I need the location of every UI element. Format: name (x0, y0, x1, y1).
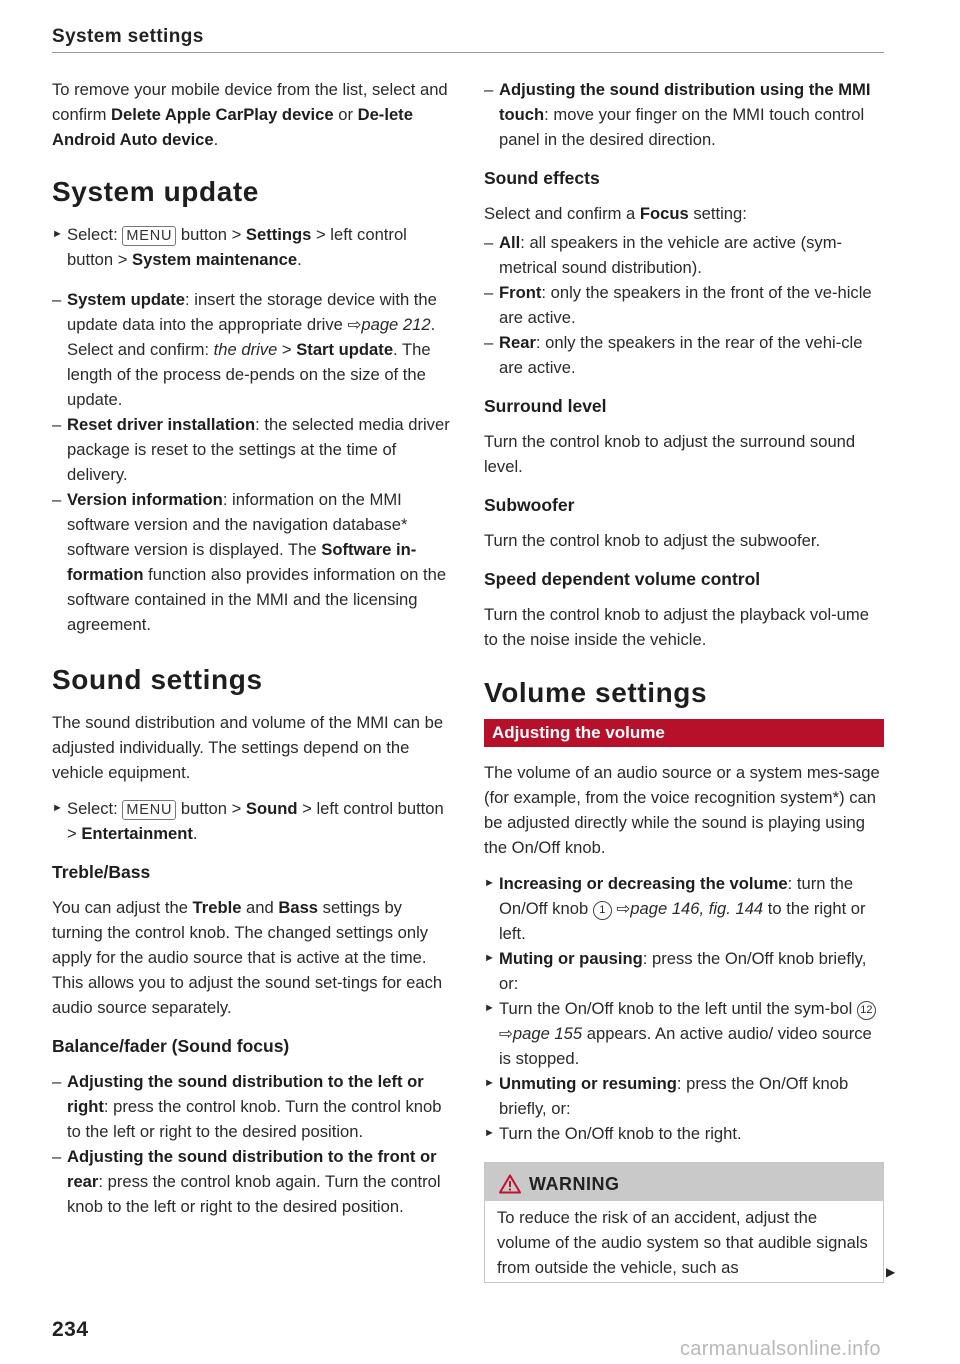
continue-arrow-icon: ▶ (886, 1265, 896, 1279)
list-item-reset-driver: – Reset driver installation: the selected media driver package is reset to the settings at the time of delivery. (52, 415, 450, 484)
volume-intro-paragraph: The volume of an audio source or a system mes-sage (for example, from the voice recognition system*) can be adjusted directly while the sound is playing using the On/Off knob. (484, 763, 880, 857)
menu-key-badge: MENU (122, 800, 176, 820)
list-item-turn-right: ► Turn the On/Off knob to the right. (484, 1121, 884, 1146)
system-update-step: ► Select: MENU button > Settings > left control button > System maintenance. (52, 222, 452, 272)
speed-volume-paragraph: Turn the control knob to adjust the playback vol-ume to the noise inside the vehicle. (484, 605, 869, 649)
surround-level-paragraph: Turn the control knob to adjust the surround sound level. (484, 432, 856, 476)
arrow-bullet-icon: ► (484, 1077, 495, 1089)
warning-header (485, 1163, 883, 1201)
warning-triangle-icon (499, 1174, 521, 1194)
subwoofer-paragraph: Turn the control knob to adjust the subwoofer. (484, 531, 821, 550)
page-reference[interactable]: ⇨page 155 (499, 1024, 583, 1043)
arrow-bullet-icon: ► (52, 802, 63, 814)
list-item-turn-left: ► Turn the On/Off knob to the left until the sym-bol 12 ⇨page 155 appears. An active audio/ video source is stopped. (484, 996, 884, 1071)
page-number: 234 (52, 1318, 89, 1341)
warning-box (484, 1162, 884, 1283)
treble-bass-heading: Treble/Bass (52, 862, 151, 882)
arrow-bullet-icon: ► (52, 228, 63, 240)
list-item-mute: ► Muting or pausing: press the On/Off knob briefly, or: (484, 946, 884, 996)
page-reference[interactable]: ⇨page 212 (347, 315, 431, 334)
list-item-left-right: – Adjusting the sound distribution to the left or right: press the control knob. Turn the control knob to the left or right to the desired position. (52, 1072, 442, 1141)
sound-settings-step: ► Select: MENU button > Sound > left control button > Entertainment. (52, 796, 452, 846)
right-column (484, 76, 884, 1283)
remove-device-paragraph: To remove your mobile device from the list, select and confirm Delete Apple CarPlay device or De-lete Android Auto device. (52, 80, 448, 149)
arrow-bullet-icon: ► (484, 952, 495, 964)
arrow-bullet-icon: ► (484, 877, 495, 889)
callout-number-icon: 12 (857, 1001, 876, 1020)
sound-settings-intro: The sound distribution and volume of the MMI can be adjusted individually. The settings depend on the vehicle equipment. (52, 713, 444, 782)
page-reference[interactable]: ⇨page 146, fig. 144 (611, 899, 764, 918)
list-item-version-info: – Version information: information on the MMI software version and the navigation database* software version is displayed. The Software in-formation function also provides information on the software contained in the MMI and the licensing agreement. (52, 490, 447, 634)
list-item-front-rear: – Adjusting the sound distribution to the front or rear: press the control knob again. Turn the control knob to the left or right to the desired position. (52, 1147, 441, 1216)
surround-level-heading: Surround level (484, 396, 607, 416)
list-item-rear: – Rear: only the speakers in the rear of the vehi-cle are active. (484, 333, 863, 377)
warning-title: WARNING (529, 1174, 620, 1194)
arrow-bullet-icon: ► (484, 1127, 495, 1139)
left-column (52, 76, 452, 1219)
running-header: System settings (52, 26, 204, 47)
volume-settings-heading: Volume settings (484, 677, 708, 708)
list-item-front: – Front: only the speakers in the front of the ve-hicle are active. (484, 283, 872, 327)
sound-settings-heading: Sound settings (52, 664, 263, 695)
sound-effects-paragraph: Select and confirm a Focus setting: (484, 204, 747, 223)
sound-effects-heading: Sound effects (484, 168, 600, 188)
list-item-mmi-touch: – Adjusting the sound distribution using the MMI touch: move your finger on the MMI touch control panel in the desired direction. (484, 80, 871, 149)
list-item-all: – All: all speakers in the vehicle are active (sym-metrical sound distribution). (484, 233, 843, 277)
adjusting-volume-bar: Adjusting the volume (484, 719, 884, 747)
warning-text: To reduce the risk of an accident, adjust the volume of the audio system so that audible signals from outside the vehicle, such as (497, 1208, 868, 1277)
list-item-unmute: ► Unmuting or resuming: press the On/Off knob briefly, or: (484, 1071, 884, 1121)
speed-volume-heading: Speed dependent volume control (484, 569, 761, 589)
callout-number-icon: 1 (593, 901, 612, 920)
list-item-system-update: – System update: insert the storage device with the update data into the appropriate drive ⇨page 212. Select and confirm: the drive > Start update. The length of the process de-pends on the size of the update. (52, 290, 437, 409)
treble-bass-paragraph: You can adjust the Treble and Bass settings by turning the control knob. The changed settings only apply for the audio source that is active at the time. This allows you to adjust the sound set-tings for each audio source separately. (52, 898, 443, 1017)
subwoofer-heading: Subwoofer (484, 495, 575, 515)
watermark: carmanualsonline.info (680, 1338, 881, 1360)
balance-fader-heading: Balance/fader (Sound focus) (52, 1036, 290, 1056)
menu-key-badge: MENU (122, 226, 176, 246)
list-item-increase-volume: ► Increasing or decreasing the volume: turn the On/Off knob 1 ⇨page 146, fig. 144 to the right or left. (484, 871, 884, 946)
system-update-heading: System update (52, 176, 259, 207)
header-divider (52, 52, 884, 53)
arrow-bullet-icon: ► (484, 1002, 495, 1014)
